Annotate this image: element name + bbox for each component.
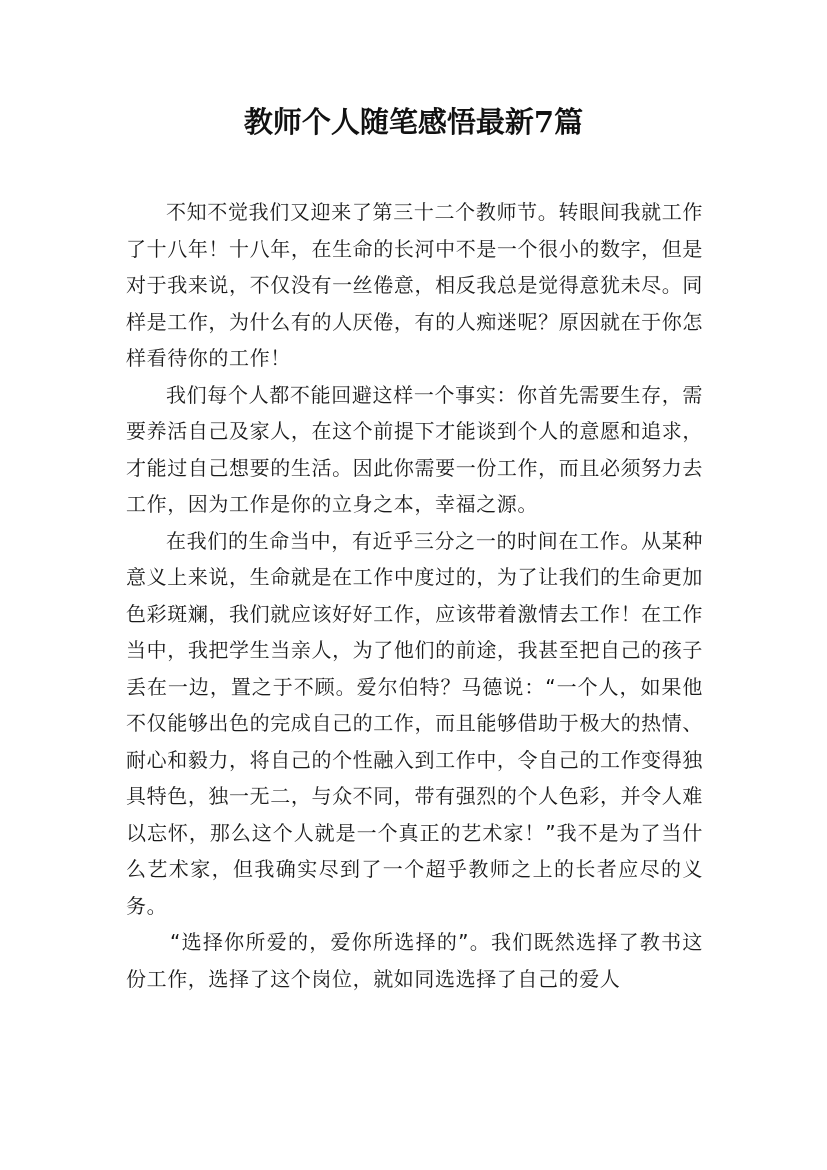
paragraph-2: 我们每个人都不能回避这样一个事实：你首先需要生存，需要养活自己及家人，在这个前提下才能谈到个人的意愿和追求，才能过自己想要的生活。因此你需要一份工作，而且必须努力去工作，因为工作是你的立身之本，幸福之源。	[126, 382, 703, 516]
paragraph-4: “选择你所爱的，爱你所选择的”。我们既然选择了教书这份工作，选择了这个岗位，就如同选选择了自己的爱人	[126, 930, 703, 991]
document-title: 教师个人随笔感悟最新7篇	[243, 105, 584, 139]
paragraph-3: 在我们的生命当中，有近乎三分之一的时间在工作。从某种意义上来说，生命就是在工作中度过的，为了让我们的生命更加色彩斑斓，我们就应该好好工作，应该带着激情去工作！在工作当中，我把学生当亲人，为了他们的前途，我甚至把自己的孩子丢在一边，置之于不顾。爱尔伯特？马德说：“一个人，如果他不仅能够出色的完成自己的工作，而且能够借助于极大的热情、耐心和毅力，将自己的个性融入到工作中，令自己的工作变得独具特色，独一无二，与众不同，带有强烈的个人色彩，并令人难以忘怀，那么这个人就是一个真正的艺术家！”我不是为了当什么艺术家，但我确实尽到了一个超乎教师之上的长者应尽的义务。	[126, 528, 703, 918]
document-body	[126, 194, 703, 997]
paragraph-1: 不知不觉我们又迎来了第三十二个教师节。转眼间我就工作了十八年！十八年，在生命的长河中不是一个很小的数字，但是对于我来说，不仅没有一丝倦意，相反我总是觉得意犹未尽。同样是工作，为什么有的人厌倦，有的人痴迷呢？原因就在于你怎样看待你的工作！	[126, 200, 703, 370]
